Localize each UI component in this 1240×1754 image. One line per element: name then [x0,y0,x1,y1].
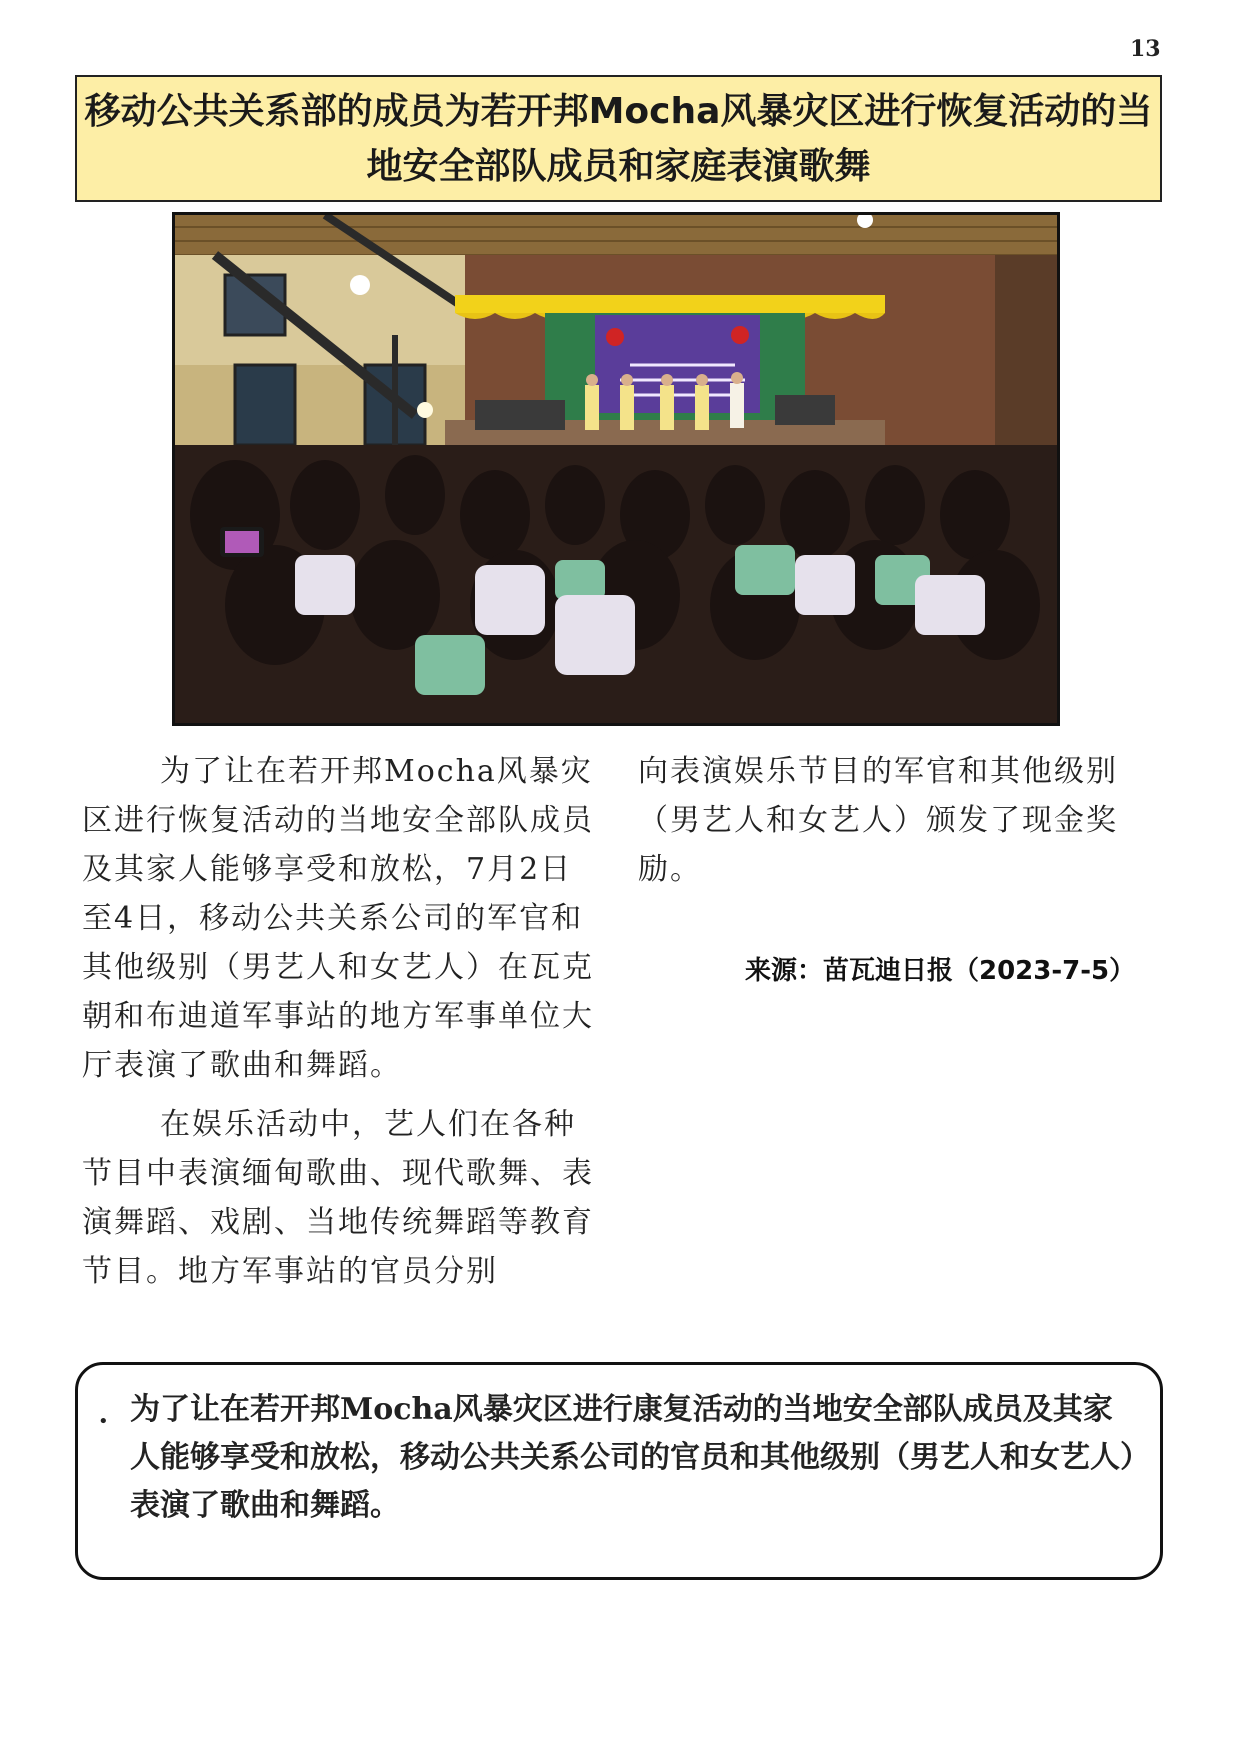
article-title [75,75,1162,202]
title-line-2: 地安全部队成员和家庭表演歌舞 [366,145,871,187]
body-paragraph-1: 为了让在若开邦Mocha风暴灾区进行恢复活动的当地安全部队成员及其家人能够享受和放松，7月2日至4日，移动公共关系公司的军官和其他级别（男艺人和女艺人）在瓦克朝和布迪道军事站的地方军事单位大厅表演了歌曲和舞蹈。 [82,754,594,1083]
source-citation: 来源：苗瓦迪日报（2023-7-5） [745,956,1136,986]
body-left-column [82,747,602,1296]
body-paragraph-2: 在娱乐活动中，艺人们在各种节目中表演缅甸歌曲、现代歌舞、表演舞蹈、戏剧、当地传统舞蹈等教育节目。地方军事站的官员分别 [82,1107,594,1289]
summary-box [75,1362,1163,1580]
stage-performance-photo [172,212,1060,726]
page-number: 13 [1130,36,1161,62]
body-paragraph-continued: 向表演娱乐节目的军官和其他级别（男艺人和女艺人）颁发了现金奖励。 [638,754,1118,887]
title-line-1: 移动公共关系部的成员为若开邦Mocha风暴灾区进行恢复活动的当 [84,90,1153,132]
summary-text: 为了让在若开邦Mocha风暴灾区进行康复活动的当地安全部队成员及其家人能够享受和放松，移动公共关系公司的官员和其他级别（男艺人和女艺人）表演了歌曲和舞蹈。 [130,1392,1135,1523]
body-right-column [638,747,1158,894]
bullet-icon: • [98,1411,109,1432]
